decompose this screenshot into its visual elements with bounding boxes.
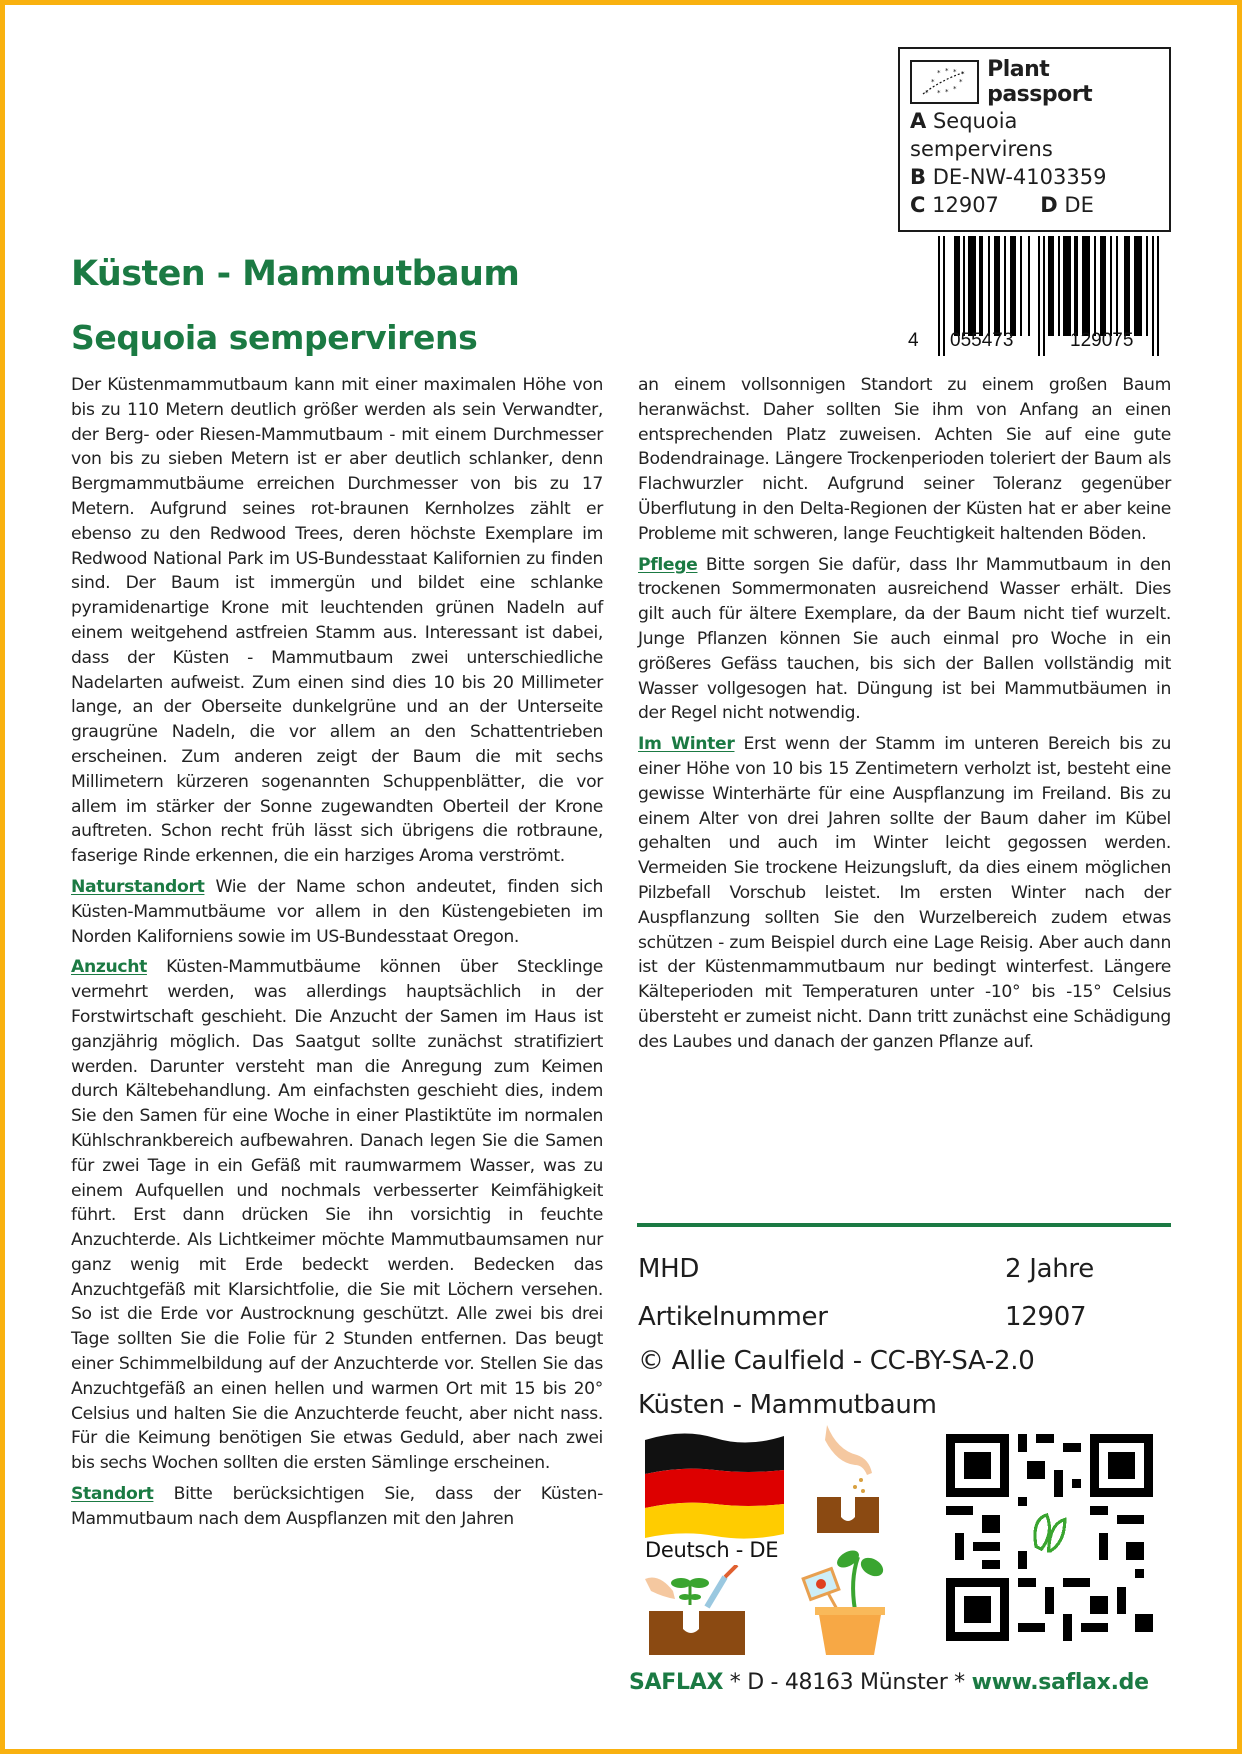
- footer-address: * D - 48163 Münster *: [723, 1670, 972, 1695]
- brand-name: SAFLAX: [629, 1670, 724, 1695]
- svg-text:*: *: [936, 69, 941, 77]
- passport-row-a: [910, 107, 1159, 135]
- sowing-seeds-icon: [817, 1425, 897, 1535]
- anzucht-heading: Anzucht: [71, 957, 147, 978]
- passport-b-label: B: [910, 165, 927, 189]
- text-column-right: [638, 373, 1171, 1061]
- qr-code-icon: [937, 1425, 1162, 1650]
- pflege-paragraph: [638, 553, 1171, 727]
- article-number-value: 12907: [1005, 1302, 1087, 1332]
- product-name: Küsten - Mammutbaum: [638, 1390, 937, 1420]
- potted-seedling-icon: [800, 1545, 890, 1655]
- latin-name: Sequoia sempervirens: [71, 318, 478, 357]
- svg-text:*: *: [958, 78, 963, 86]
- passport-a-value-2: sempervirens: [910, 137, 1053, 161]
- standort-text-left: Bitte berücksichtigen Sie, dass der Küsten-Mammutbaum nach dem Auspflanzen mit den Jahren: [71, 1484, 603, 1529]
- divider: [637, 1223, 1171, 1227]
- naturstandort-heading: Naturstandort: [71, 876, 205, 897]
- svg-text:*: *: [936, 89, 941, 97]
- intro-paragraph: Der Küstenmammutbaum kann mit einer maximalen Höhe von bis zu 110 Metern deutlich größer werden als sein Verwandter, der Berg- oder Riesen-Mammutbaum - mit einem Durchmesser von bis zu sieben Metern ist er aber deutlich schlanker, denn Bergmammutbäume erreichen Durchmesser von bis zu 17 Metern. Aufgrund seines rot-braunen Kernholzes zählt er ebenso zu den Redwood Trees, deren höchste Exemplare im Redwood National Park im US-Bundesstaat Kalifornien zu finden sind. Der Baum ist immergün und bildet eine schlanke pyramidenartige Krone mit leuchtenden grünen Nadeln auf einem weitgehend astfreien Stamm aus. Interessant ist dabei, dass der Küsten - Mammutbaum zwei unterschiedliche Nadelarten aufweist. Zum einen sind dies 10 bis 20 Millimeter lange, an der Oberseite dunkelgrüne und an der Unterseite graugrüne Nadeln, die vor allem an den Schattentrieben erscheinen. Zum anderen zeigt der Baum die mit sechs Millimetern kürzeren sogenannten Schuppenblätter, die vor allem im stärker der Sonne zugewandten Oberteil der Krone auftreten. Schon recht früh lässt sich übrigens die rotbraune, faserige Rinde erkennen, die ein harziges Aroma verströmt.: [71, 375, 603, 867]
- footer: [629, 1670, 1149, 1695]
- germany-flag-icon: [643, 1430, 786, 1540]
- naturstandort-paragraph: [71, 875, 603, 949]
- passport-c-value: 12907: [932, 193, 999, 217]
- passport-row-b: [910, 163, 1159, 191]
- standort-heading: Standort: [71, 1484, 154, 1505]
- svg-text:*: *: [944, 88, 949, 96]
- mhd-value: 2 Jahre: [1005, 1254, 1094, 1284]
- passport-a-label: A: [910, 109, 927, 133]
- winter-text: Erst wenn der Stamm im unteren Bereich bis zu einer Höhe von 10 bis 15 Zentimetern verholzt ist, besteht eine gewisse Winterhärte für eine Auspflanzung im Freiland. Bis zu einem Alter von drei Jahren sollte der Baum daher im Kübel gehalten und auch im Winter leicht gegossen werden. Vermeiden Sie trockene Heizungsluft, da dies einem möglichen Pilzbefall Vorschub leistet. Im ersten Winter nach der Auspflanzung sollten Sie den Wurzelbereich zudem etwas schützen - zum Beispiel durch eine Lage Reisig. Aber auch dann ist der Küstenmammutbaum nur bedingt winterfest. Längere Kälteperioden mit Temperaturen unter -10° bis -15° Celsius übersteht er zumeist nicht. Dann tritt zunächst eine Schädigung des Laubes und danach der ganzen Pflanze auf.: [638, 734, 1172, 1052]
- pflege-text: Bitte sorgen Sie dafür, dass Ihr Mammutbaum in den trockenen Sommermonaten ausreichend Wasser erhält. Dies gilt auch für ältere Exemplare, da der Baum nicht tief wurzelt. Junge Pflanzen können Sie auch einmal pro Woche in ein größeres Gefäss tauchen, bis sich der Ballen vollständig mit Wasser vollgesogen hat. Düngung ist bei Mammutbäumen in der Regel nicht notwendig.: [638, 554, 1171, 724]
- website-link[interactable]: www.saflax.de: [971, 1670, 1149, 1695]
- svg-text:*: *: [930, 78, 935, 86]
- text-column-left: [71, 373, 603, 1538]
- plant-passport: [898, 47, 1171, 232]
- svg-text:*: *: [944, 67, 949, 75]
- article-number-label: Artikelnummer: [638, 1302, 828, 1332]
- passport-a-value: Sequoia: [932, 109, 1018, 133]
- svg-text:*: *: [952, 68, 957, 76]
- standort-continued: an einem vollsonnigen Standort zu einem großen Baum heranwächst. Daher sollten Sie ihm von Anfang an einen entsprechenden Platz zuweisen. Achten Sie auf eine gute Bodendrainage. Längere Trockenperioden toleriert der Baum als Flachwurzler nicht. Aufgrund seiner Toleranz gegenüber Überflutung in den Delta-Regionen der Küsten hat er aber keine Probleme mit schweren, lange Feuchtigkeit haltenden Böden.: [638, 375, 1171, 544]
- passport-d-label: D: [1040, 193, 1058, 217]
- passport-c-label: C: [910, 193, 926, 217]
- planting-seedling-icon: [645, 1565, 745, 1655]
- anzucht-text: Küsten-Mammutbäume können über Stecklinge vermehrt werden, was allerdings hauptsächlich in der Forstwirtschaft geschieht. Die Anzucht der Samen im Haus ist ganzjährig möglich. Das Saatgut sollte zunächst stratifiziert werden. Darunter versteht man die Anregung zum Keimen durch Kältebehandlung. Am einfachsten geschieht dies, indem Sie den Samen für eine Woche in einer Plastiktüte im normalen Kühlschrankbereich aufbewahren. Danach legen Sie die Samen für zwei Tage in ein Gefäß mit raumwarmem Wasser, was zu einem Aufquellen und nochmals verbesserter Keimfähigkeit führt. Erst dann drücken Sie ihn vorsichtig in feuchte Anzuchterde. Als Lichtkeimer möchte Mammutbaumsamen nur ganz wenig mit Erde bedeckt werden. Bedecken das Anzuchtgefäß mit Klarsichtfolie, die Sie mit Löchern versehen. So ist die Erde vor Austrocknung geschützt. Alle zwei bis drei Tage sollten Sie die Folie für 2 Stunden entfernen. Das beugt einer Schimmelbildung auf der Anzuchterde vor. Stellen Sie das Anzuchtgefäß an einen hellen und warmen Ort mit 15 bis 20° Celsius und halten Sie die Anzuchterde feucht, aber nicht nass. Für die Keimung benötigen Sie etwas Geduld, aber nach zwei bis sechs Wochen sollten die ersten Sämlinge erscheinen.: [71, 957, 603, 1474]
- barcode-right-group: 129075: [1070, 330, 1134, 351]
- naturstandort-text: Wie der Name schon andeutet, finden sich Küsten-Mammutbäume vor allem in den Küstengebieten im Norden Kaliforniens sowie im US-Bundesstaat Oregon.: [71, 876, 603, 947]
- svg-text:*: *: [924, 89, 929, 97]
- barcode-left-group: 055473: [950, 330, 1014, 351]
- winter-paragraph: [638, 732, 1171, 1054]
- copyright: © Allie Caulfield - CC-BY-SA-2.0: [638, 1346, 1035, 1376]
- standort-paragraph: [71, 1482, 603, 1532]
- barcode-digit-first: 4: [908, 330, 919, 351]
- mhd-label: MHD: [638, 1254, 700, 1284]
- winter-heading: Im Winter: [638, 734, 735, 755]
- passport-row-cd: [910, 191, 1159, 219]
- product-title: Küsten - Mammutbaum: [71, 254, 520, 294]
- passport-b-value: DE-NW-4103359: [932, 165, 1107, 189]
- svg-text:*: *: [960, 70, 965, 78]
- language-label: Deutsch - DE: [645, 1538, 779, 1562]
- anzucht-paragraph: [71, 955, 603, 1476]
- pflege-heading: Pflege: [638, 554, 698, 575]
- passport-title: Plant passport: [987, 57, 1093, 107]
- passport-row-a2: [910, 135, 1159, 163]
- svg-text:*: *: [952, 85, 957, 93]
- eu-organic-leaf-icon: [910, 60, 979, 104]
- passport-d-value: DE: [1064, 193, 1094, 217]
